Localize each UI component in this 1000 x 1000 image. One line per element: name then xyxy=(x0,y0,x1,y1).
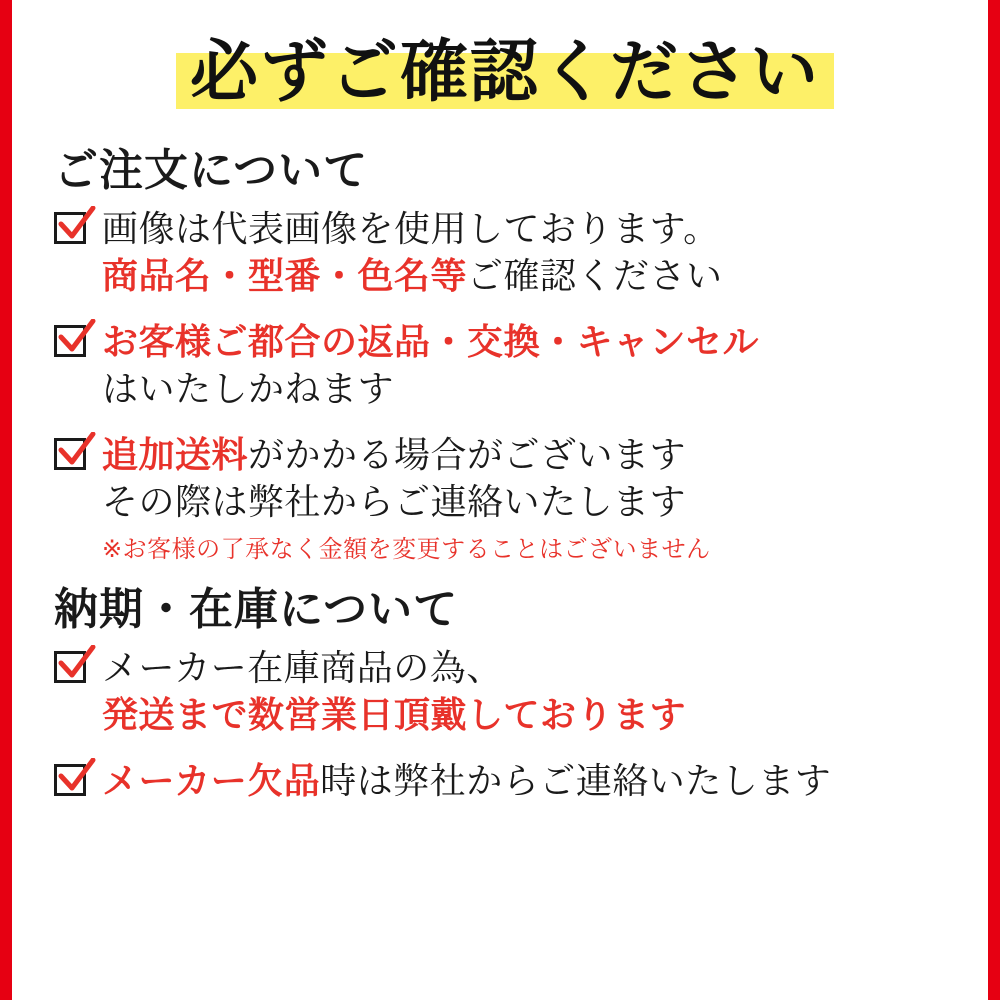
notice-item-lines xyxy=(102,645,960,740)
notice-line: その際は弊社からご連絡いたします xyxy=(102,482,687,524)
notice-item xyxy=(50,758,960,806)
checkbox-checked-icon xyxy=(54,438,92,476)
notice-line-part: 追加送料 xyxy=(102,434,249,476)
notice-line: はいたしかねます xyxy=(102,369,395,411)
notice-item xyxy=(50,432,960,564)
notice-line xyxy=(102,758,960,806)
right-accent-bar xyxy=(988,0,1000,1000)
page-title xyxy=(176,34,834,117)
notice-item xyxy=(50,319,960,414)
notice-item xyxy=(50,645,960,740)
notice-line-part: ご確認ください xyxy=(467,256,723,298)
notice-item-lines xyxy=(102,319,960,414)
notice-line-part: メーカー欠品 xyxy=(102,760,321,802)
notice-line: お客様ご都合の返品・交換・キャンセル xyxy=(102,321,760,363)
notice-footnote: ※お客様の了承なく金額を変更することはございません xyxy=(102,534,711,563)
checkbox-checked-icon xyxy=(54,212,92,250)
checkbox-checked-icon xyxy=(54,651,92,689)
notice-content xyxy=(12,0,988,1000)
notice-line: 発送まで数営業日頂戴しております xyxy=(102,695,687,737)
notice-line xyxy=(102,253,960,301)
page-title-text: 必ずご確認ください xyxy=(189,33,820,112)
notice-item-lines xyxy=(102,758,960,806)
notice-item xyxy=(50,206,960,301)
notice-line: 画像は代表画像を使用しております。 xyxy=(102,208,720,250)
sections-container xyxy=(50,143,960,806)
notice-item-lines xyxy=(102,206,960,301)
section-heading: ご注文について xyxy=(54,144,369,196)
notice-line-part: がかかる場合がございます xyxy=(248,434,687,476)
notice-line xyxy=(102,432,960,480)
checkbox-checked-icon xyxy=(54,325,92,363)
left-accent-bar xyxy=(0,0,12,1000)
notice-line: メーカー在庫商品の為、 xyxy=(102,647,503,689)
notice-line-part: 時は弊社からご連絡いたします xyxy=(320,760,832,802)
notice-line-part: 商品名・型番・色名等 xyxy=(102,256,468,298)
section-heading: 納期・在庫について xyxy=(54,583,459,635)
checkbox-checked-icon xyxy=(54,764,92,802)
notice-item-lines xyxy=(102,432,960,564)
page-title-wrap xyxy=(50,34,960,117)
